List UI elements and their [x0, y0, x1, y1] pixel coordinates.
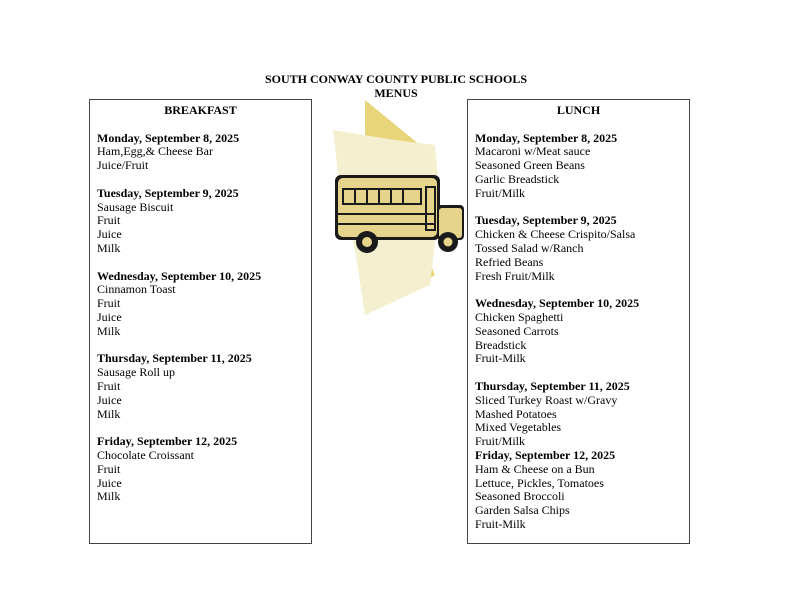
menu-item: Garlic Breadstick [475, 171, 560, 186]
day-date: Friday, September 12, 2025 [475, 447, 616, 462]
lunch-day-thursday [475, 380, 682, 449]
menu-item: Fruit-Milk [475, 516, 526, 531]
menu-item: Juice [97, 309, 122, 324]
menu-item: Mashed Potatoes [475, 406, 557, 421]
breakfast-day-monday [97, 132, 304, 173]
menu-item: Sausage Biscuit [97, 199, 174, 214]
breakfast-day-thursday [97, 352, 304, 421]
menu-item: Tossed Salad w/Ranch [475, 240, 584, 255]
menu-item: Ham & Cheese on a Bun [475, 461, 595, 476]
lunch-title: LUNCH [556, 103, 601, 117]
lunch-day-tuesday [475, 214, 682, 283]
menu-item: Sliced Turkey Roast w/Gravy [475, 392, 618, 407]
menu-item: Seasoned Green Beans [475, 158, 585, 173]
school-bus-icon [325, 100, 470, 325]
menu-item: Lettuce, Pickles, Tomatoes [475, 475, 604, 490]
lunch-day-monday [475, 132, 682, 201]
title-district: SOUTH CONWAY COUNTY PUBLIC SCHOOLS [264, 72, 528, 86]
day-date: Monday, September 8, 2025 [97, 130, 240, 145]
menu-item: Fruit-Milk [475, 351, 526, 366]
title-menus: MENUS [374, 85, 418, 100]
breakfast-title: BREAKFAST [164, 103, 237, 117]
lunch-day-friday [475, 449, 682, 532]
day-date: Friday, September 12, 2025 [97, 434, 238, 449]
menu-item: Chocolate Croissant [97, 447, 194, 462]
breakfast-day-wednesday [97, 270, 304, 339]
menu-item: Seasoned Broccoli [475, 489, 565, 504]
menu-item: Fresh Fruit/Milk [475, 268, 555, 283]
menu-item: Juice/Fruit [97, 158, 149, 173]
menu-item: Milk [97, 323, 121, 338]
menu-item: Mixed Vegetables [475, 420, 562, 435]
menu-item: Breadstick [475, 337, 527, 352]
menu-item: Juice [97, 227, 122, 242]
menu-item: Fruit [97, 461, 121, 476]
menu-item: Fruit [97, 213, 121, 228]
day-date: Monday, September 8, 2025 [475, 130, 618, 145]
menu-item: Sausage Roll up [97, 365, 175, 380]
menu-item: Milk [97, 489, 121, 504]
menu-item: Milk [97, 240, 121, 255]
breakfast-panel [89, 99, 312, 544]
menu-item: Fruit [97, 378, 121, 393]
menu-item: Fruit/Milk [475, 185, 526, 200]
breakfast-day-friday [97, 435, 304, 504]
menu-item: Fruit [97, 296, 121, 311]
day-date: Wednesday, September 10, 2025 [475, 296, 640, 311]
day-date: Tuesday, September 9, 2025 [97, 185, 239, 200]
menu-item: Juice [97, 475, 122, 490]
menu-item: Refried Beans [475, 254, 544, 269]
breakfast-day-tuesday [97, 187, 304, 256]
menu-item: Cinnamon Toast [97, 282, 176, 297]
menu-item: Fruit/Milk [475, 434, 526, 449]
day-date: Wednesday, September 10, 2025 [97, 268, 262, 283]
day-date: Thursday, September 11, 2025 [97, 351, 252, 366]
menu-item: Juice [97, 392, 122, 407]
menu-item: Ham,Egg,& Cheese Bar [97, 144, 213, 159]
lunch-day-wednesday [475, 297, 682, 366]
menu-item: Chicken Spaghetti [475, 309, 564, 324]
day-date: Thursday, September 11, 2025 [475, 378, 630, 393]
menu-item: Seasoned Carrots [475, 323, 559, 338]
day-date: Tuesday, September 9, 2025 [475, 213, 617, 228]
menu-item: Milk [97, 406, 121, 421]
lunch-panel [467, 99, 690, 544]
menu-item: Macaroni w/Meat sauce [475, 144, 591, 159]
menu-item: Garden Salsa Chips [475, 503, 570, 518]
menu-item: Chicken & Cheese Crispito/Salsa [475, 227, 636, 242]
page-title [0, 73, 792, 100]
